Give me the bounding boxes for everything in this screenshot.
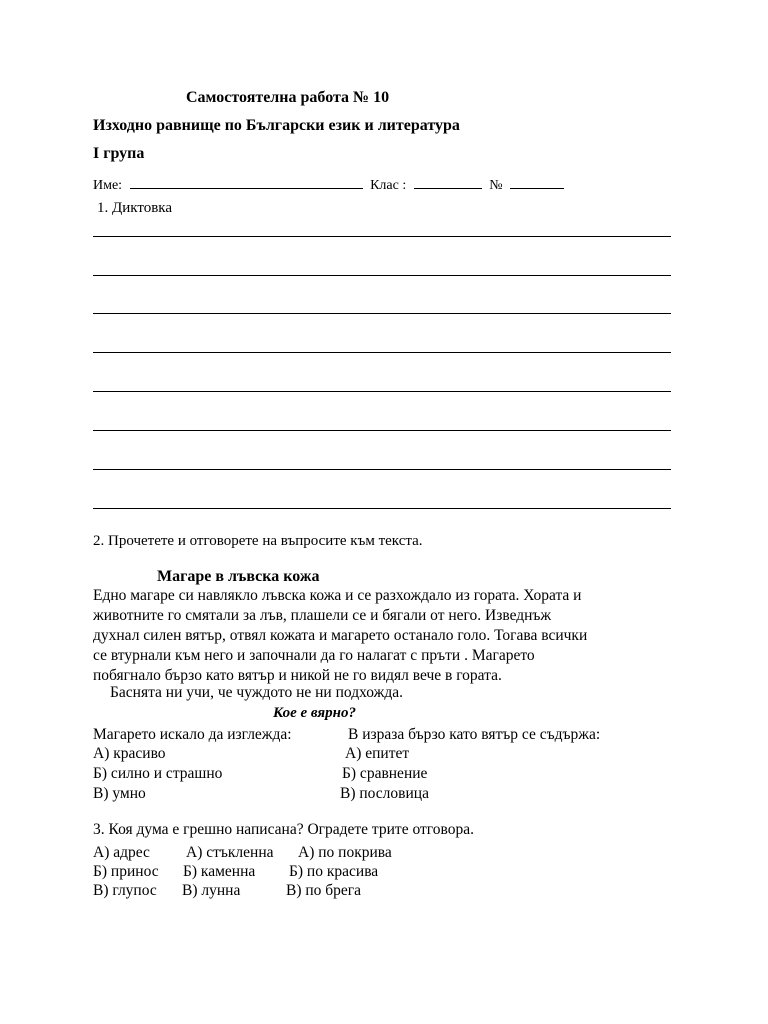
dictation-line[interactable] bbox=[93, 352, 671, 353]
dictation-line[interactable] bbox=[93, 236, 671, 237]
task2-label: 2. Прочетете и отговорете на въпросите към текста. bbox=[93, 533, 423, 549]
story-line: Едно магаре си навлякло лъвска кожа и се разхождало из гората. Хората и bbox=[93, 587, 582, 604]
group-label: I група bbox=[93, 145, 145, 162]
option-a-1[interactable]: А) красиво bbox=[93, 745, 166, 762]
option-b-3[interactable]: В) пословица bbox=[340, 785, 429, 802]
task3-col1-option[interactable]: Б) принос bbox=[93, 863, 159, 880]
dictation-line[interactable] bbox=[93, 313, 671, 314]
option-a-3[interactable]: В) умно bbox=[93, 785, 146, 802]
task3-col1-option[interactable]: В) глупос bbox=[93, 882, 157, 899]
question-a: Магарето искало да изглежда: bbox=[93, 726, 292, 743]
name-field[interactable] bbox=[130, 175, 363, 189]
dictation-line[interactable] bbox=[93, 275, 671, 276]
task3-col2-option[interactable]: А) стъкленна bbox=[186, 844, 274, 861]
task1-label: 1. Диктовка bbox=[97, 200, 173, 216]
which-correct-heading: Кое е вярно? bbox=[273, 705, 356, 721]
task3-col3-option[interactable]: Б) по красива bbox=[289, 863, 379, 880]
dictation-line[interactable] bbox=[93, 508, 671, 509]
story-line: побягнало бързо като вятър и никой не го видял вече в гората. bbox=[93, 667, 502, 684]
dictation-line[interactable] bbox=[93, 430, 671, 431]
dictation-line[interactable] bbox=[93, 469, 671, 470]
task3-col3-option[interactable]: В) по брега bbox=[286, 882, 362, 899]
task3-label: 3. Коя дума е грешно написана? Оградете трите отговора. bbox=[93, 821, 474, 838]
task3-col3-option[interactable]: А) по покрива bbox=[298, 844, 392, 861]
class-label: Клас : bbox=[370, 178, 407, 193]
page-subtitle: Изходно равнище по Български език и литература bbox=[93, 117, 460, 134]
number-label: № bbox=[489, 178, 503, 193]
story-line: се втурнали към него и започнали да го налагат с пръти . Магарето bbox=[93, 647, 535, 664]
name-label: Име: bbox=[93, 178, 123, 193]
story-line: духнал силен вятър, отвял кожата и магарето останало голо. Тогава всички bbox=[93, 627, 588, 644]
task3-col2-option[interactable]: Б) каменна bbox=[183, 863, 256, 880]
number-field[interactable] bbox=[510, 175, 564, 189]
student-info-row bbox=[93, 175, 564, 193]
story-text bbox=[93, 586, 683, 686]
option-b-2[interactable]: Б) сравнение bbox=[342, 765, 428, 782]
story-moral: Баснята ни учи, че чуждото не ни подхожда. bbox=[110, 684, 403, 701]
dictation-line[interactable] bbox=[93, 391, 671, 392]
question-b: В израза бързо като вятър се съдържа: bbox=[348, 726, 601, 743]
class-field[interactable] bbox=[414, 175, 482, 189]
page-title: Самостоятелна работа № 10 bbox=[186, 89, 390, 106]
story-title: Магаре в лъвска кожа bbox=[157, 568, 320, 585]
story-line: животните го смятали за лъв, плашели се и бягали от него. Изведнъж bbox=[93, 607, 552, 624]
task3-col1-option[interactable]: А) адрес bbox=[93, 844, 150, 861]
option-b-1[interactable]: А) епитет bbox=[345, 745, 410, 762]
option-a-2[interactable]: Б) силно и страшно bbox=[93, 765, 223, 782]
task3-col2-option[interactable]: В) лунна bbox=[182, 882, 241, 899]
